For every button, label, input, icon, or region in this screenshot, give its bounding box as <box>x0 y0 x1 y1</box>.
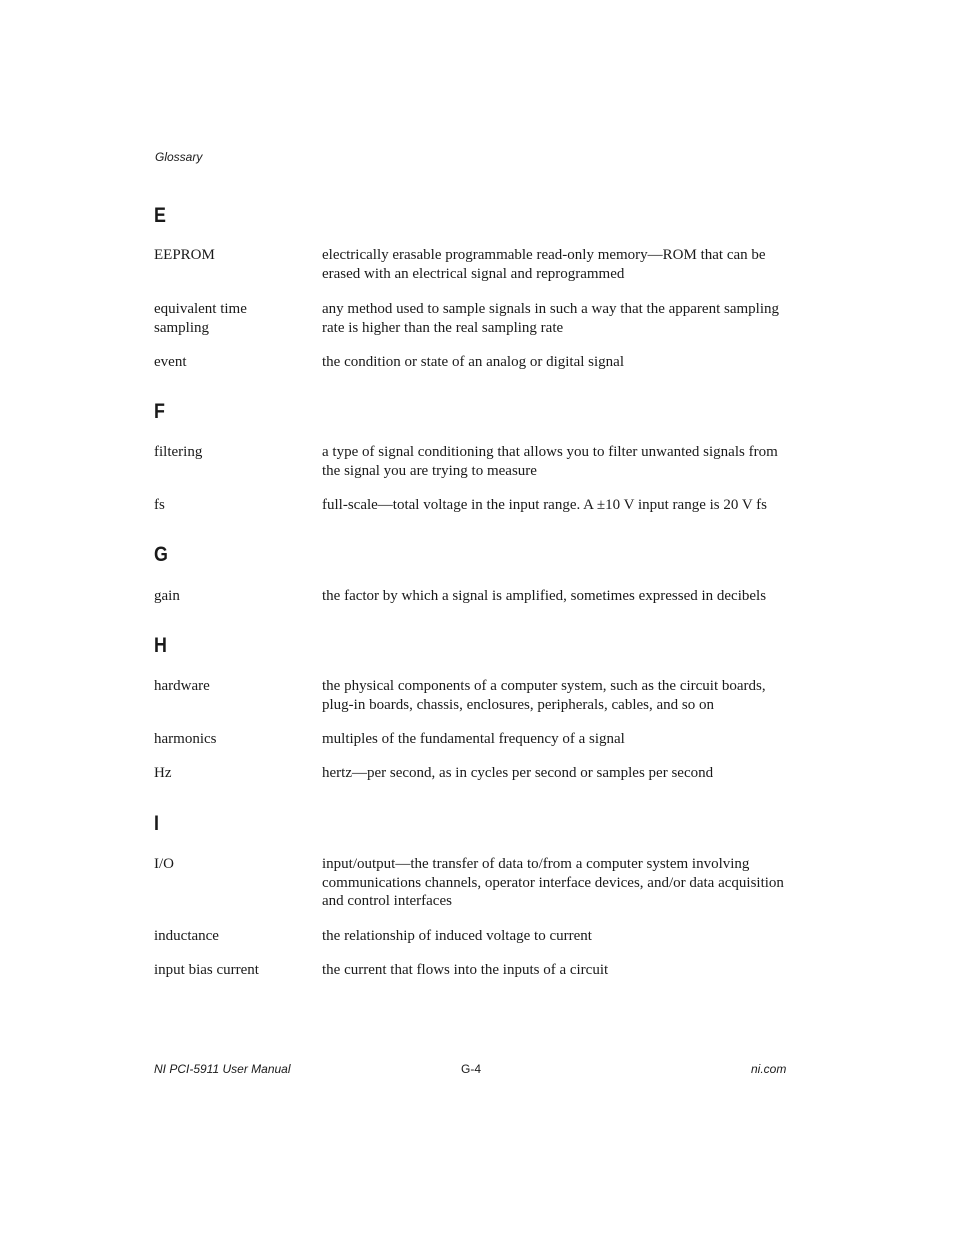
footer-manual-title: NI PCI-5911 User Manual <box>154 1062 291 1076</box>
definition: the factor by which a signal is amplified, sometimes expressed in decibels <box>322 588 767 604</box>
definition: full-scale—total voltage in the input range. A ±10 V input range is 20 V fs <box>322 497 767 513</box>
definition: the condition or state of an analog or digital signal <box>322 354 625 370</box>
section-letter-g: G <box>154 543 168 566</box>
footer-website: ni.com <box>751 1062 787 1076</box>
definition: any method used to sample signals in such a way that the apparent sampling rate is higher than the real sampling rate <box>322 301 779 336</box>
section-letter-e: E <box>154 204 166 227</box>
definition: a type of signal conditioning that allows you to filter unwanted signals from the signal you are trying to measure <box>322 444 778 479</box>
definition: the relationship of induced voltage to current <box>322 928 592 944</box>
definition: multiples of the fundamental frequency of a signal <box>322 731 625 747</box>
term: equivalent time sampling <box>154 301 247 336</box>
term: EEPROM <box>154 247 215 263</box>
definition: the current that flows into the inputs of a circuit <box>322 962 609 978</box>
term: fs <box>154 497 165 513</box>
term: I/O <box>154 856 174 872</box>
term: inductance <box>154 928 219 944</box>
section-letter-h: H <box>154 634 167 657</box>
definition: input/output—the transfer of data to/from a computer system involving communications channels, operator interface devices, and/or data acquisition and control interfaces <box>322 856 784 909</box>
term: event <box>154 354 187 370</box>
term: gain <box>154 588 180 604</box>
definition: hertz—per second, as in cycles per second or samples per second <box>322 765 714 781</box>
section-letter-f: F <box>154 400 165 423</box>
definition: the physical components of a computer system, such as the circuit boards, plug-in boards, chassis, enclosures, peripherals, cables, and so on <box>322 678 766 713</box>
term: harmonics <box>154 731 217 747</box>
term: Hz <box>154 765 172 781</box>
term: input bias current <box>154 962 259 978</box>
section-letter-i: I <box>154 812 159 835</box>
term: hardware <box>154 678 210 694</box>
footer-page-number: G-4 <box>461 1062 482 1076</box>
definition: electrically erasable programmable read-only memory—ROM that can be erased with an electrical signal and reprogrammed <box>322 247 766 282</box>
running-head: Glossary <box>155 150 203 164</box>
term: filtering <box>154 444 203 460</box>
